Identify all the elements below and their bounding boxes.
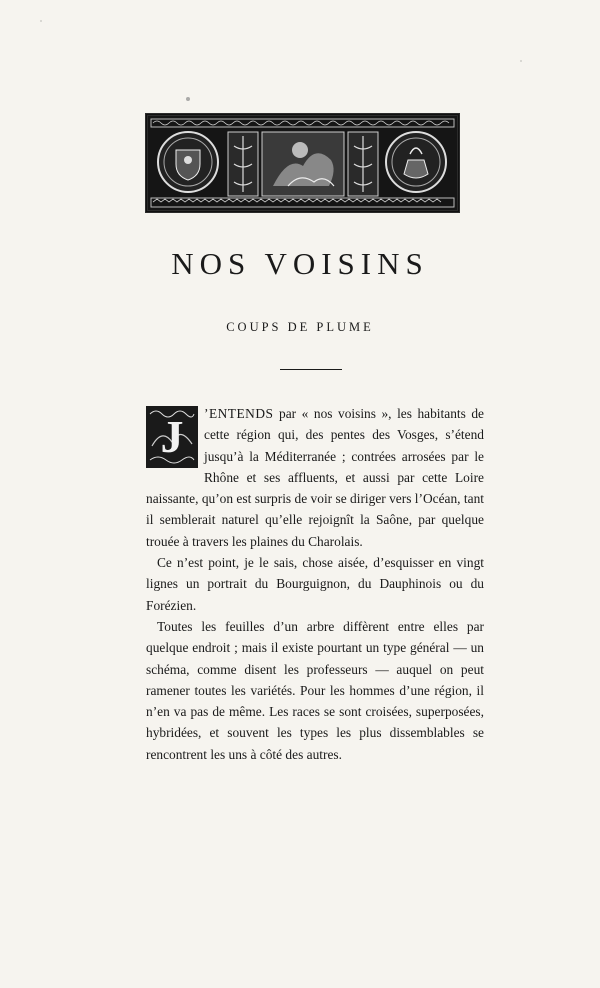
page-subtitle: COUPS DE PLUME — [226, 320, 374, 334]
decorative-headpiece — [145, 113, 460, 213]
page-title: NOS VOISINS — [171, 246, 429, 281]
dropcap-letter: J — [160, 411, 184, 462]
paragraph-3: Toutes les feuilles d’un arbre diffèrent entre elles par quelque endroit ; mais il existe pourtant un type général — un schéma, comme disent les professeurs — auquel on peut ramener toutes les variétés. Pour les hommes d’une région, il n’en va pas de même. Les races se sont croisées, superposées, hybridées, et souvent les types les plus dissemblables se rencontrent les uns à côté des autres. — [146, 618, 484, 762]
body-text — [146, 403, 484, 765]
paragraph-2: Ce n’est point, je le sais, chose aisée, d’esquisser en vingt lignes un portrait du Bourguignon, du Dauphinois ou du Forézien. — [146, 555, 484, 613]
first-word: ’ENTENDS — [204, 406, 274, 421]
ink-speck — [186, 97, 190, 101]
paragraph-1 — [146, 403, 484, 552]
paragraph-1-text: par « nos voisins », les habitants de cette région qui, des pentes des Vosges, s’étend jusqu’à la Méditerranée ; contrées arrosées par le Rhône et ses affluents, et aussi par cette Loire naissante, qu’on est surpris de voir se diriger vers l’Océan, tant il semblerait naturel qu’elle rejoignît la Saône, par quelque trouée à travers les plaines du Charolais. — [146, 406, 484, 549]
title-divider — [280, 369, 342, 370]
ink-speck — [40, 20, 42, 22]
dropcap-ornament — [146, 406, 198, 468]
headpiece-engraving — [148, 116, 457, 210]
ornate-initial — [146, 406, 198, 468]
ink-speck — [520, 60, 522, 62]
